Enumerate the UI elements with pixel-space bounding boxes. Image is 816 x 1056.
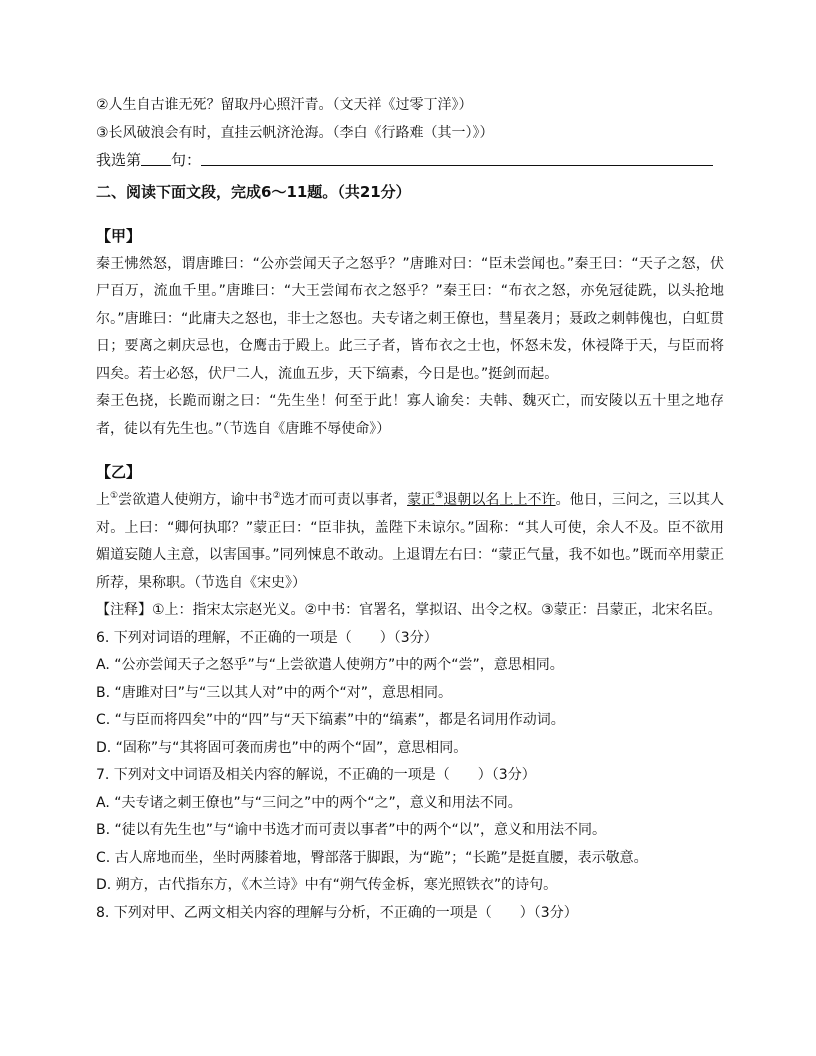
footnote-marker-3: ③ — [435, 491, 444, 501]
yi-text-e: 。他日，三问之，三以其人对。上曰：“卿何执耶？”蒙正曰：“臣非执，盖陛下未谅尔。”固称：“其人可使，余人不及。臣不欲用媚道妄随人主意，以害国事。”同列悚息不敢动。上退谓左右曰：“蒙正气量，我不如也。”既而卒用蒙正所荐，果称职。（节选自《宋史》） — [96, 492, 725, 591]
question-7-option-a[interactable]: A. “夫专诸之刺王僚也”与“三问之”中的两个“之”，意义和用法不同。 — [96, 794, 522, 811]
question-6-option-a[interactable]: A. “公亦尝闻天子之怒乎”与“上尝欲遣人使朔方”中的两个“尝”，意思相同。 — [96, 657, 564, 673]
answer-middle: 句： — [171, 151, 202, 169]
yi-text-a: 尝欲遣人使朔方，谕中书 — [118, 492, 273, 508]
question-7-stem: 7. 下列对文中词语及相关内容的解说，不正确的一项是（ ）（3分） — [96, 767, 536, 783]
question-7-option-d[interactable]: D. 朔方，古代指东方，《木兰诗》中有“朔气传金柝，寒光照铁衣”的诗句。 — [96, 877, 558, 893]
yi-text-b: 选才而可责以事者， — [280, 492, 408, 508]
question-6-stem: 6. 下列对词语的理解，不正确的一项是（ ）（3分） — [96, 629, 438, 646]
poem-line-2: ②人生自古谁无死？留取丹心照汗青。（文天祥《过零丁洋》） — [96, 97, 473, 113]
question-7-option-b[interactable]: B. “徒以有先生也”与“谕中书选才而可责以事者”中的两个“以”，意义和用法不同。 — [96, 822, 607, 838]
question-6-option-d[interactable]: D. “固称”与“其将固可袭而虏也”中的两个“固”，意思相同。 — [96, 739, 468, 756]
passage-jia-paragraph-1: 秦王怫然怒，谓唐雎曰：“公亦尝闻天子之怒乎？”唐雎对曰：“臣未尝闻也。”秦王曰：“天子之怒，伏尸百万，流血千里。”唐雎曰：“大王尝闻布衣之怒乎？”秦王曰：“布衣之怒，亦免冠徒跣，以头抢地尔。”唐雎曰：“此庸夫之怒也，非士之怒也。夫专诸之刺王僚也，彗星袭月；聂政之刺韩傀也，白虹贯日；要离之刺庆忌也，仓鹰击于殿上。此三子者，皆布衣之士也，怀怒未发，休祲降于天，与臣而将四矣。若士必怒，伏尸二人，流血五步，天下缟素，今日是也。”挺剑而起。 — [96, 255, 724, 382]
answer-prefix: 我选第 — [96, 151, 142, 169]
question-6-option-b[interactable]: B. “唐雎对曰”与“三以其人对”中的两个“对”，意思相同。 — [96, 684, 453, 701]
answer-line — [96, 147, 724, 175]
passage-jia-tag: 【甲】 — [96, 226, 142, 245]
page-content — [96, 92, 724, 927]
passage-yi-paragraph — [96, 487, 724, 597]
question-7-option-c[interactable]: C. 古人席地而坐，坐时两膝着地，臀部落于脚跟，为“跪”；“长跪”是挺直腰，表示敬意。 — [96, 849, 648, 866]
sentence-number-blank[interactable] — [141, 151, 171, 166]
footnote-marker-1: ① — [110, 491, 119, 501]
passage-yi-notes: 【注释】①上：指宋太宗赵光义。②中书：官署名，掌拟诏、出令之权。③蒙正：吕蒙正，北宋名臣。 — [96, 602, 722, 618]
answer-blank[interactable] — [201, 150, 713, 166]
yi-text-start: 上 — [96, 492, 111, 508]
section-2-title: 二、阅读下面文段，完成6～11题。（共21分） — [96, 182, 411, 201]
question-6-option-c[interactable]: C. “与臣而将四矣”中的“四”与“天下缟素”中的“缟素”，都是名词用作动词。 — [96, 712, 565, 728]
passage-yi-tag: 【乙】 — [96, 463, 142, 481]
poem-line-3: ③长风破浪会有时，直挂云帆济沧海。（李白《行路难（其一）》） — [96, 124, 494, 141]
yi-underlined-phrase: 蒙正③退朝以名上上不许 — [407, 491, 556, 508]
footnote-marker-2: ② — [272, 491, 281, 501]
passage-jia-paragraph-2: 秦王色挠，长跪而谢之曰：“先生坐！何至于此！寡人谕矣：夫韩、魏灭亡，而安陵以五十里之地存者，徒以有先生也。”（节选自《唐雎不辱使命》） — [96, 393, 724, 437]
question-8-stem: 8. 下列对甲、乙两文相关内容的理解与分析，不正确的一项是（ ）（3分） — [96, 904, 578, 921]
